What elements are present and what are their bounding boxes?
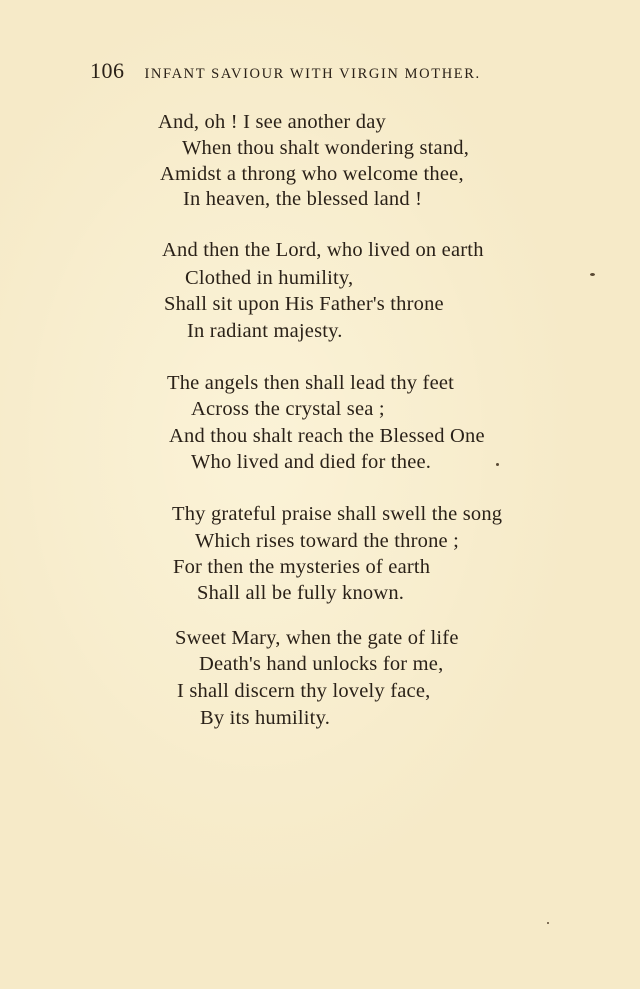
poem-line: Shall sit upon His Father's throne: [164, 293, 444, 315]
poem-line: I shall discern thy lovely face,: [177, 680, 431, 702]
print-speck: [547, 922, 549, 924]
poem-line: For then the mysteries of earth: [173, 556, 431, 578]
poem-line: And thou shalt reach the Blessed One: [169, 425, 485, 447]
poem-line: Shall all be fully known.: [197, 582, 405, 604]
poem-line: In heaven, the blessed land !: [183, 188, 423, 210]
poem-line: Amidst a throng who welcome thee,: [160, 163, 464, 185]
poem-line: Which rises toward the throne ;: [195, 530, 460, 552]
poem-line: Who lived and died for thee.: [191, 451, 432, 473]
poem-line: Thy grateful praise shall swell the song: [172, 503, 503, 525]
running-title: INFANT SAVIOUR WITH VIRGIN MOTHER.: [144, 66, 481, 82]
poem-line: Clothed in humility,: [185, 267, 354, 289]
poem-line: The angels then shall lead thy feet: [167, 372, 455, 394]
poem-line: In radiant majesty.: [187, 320, 343, 342]
poem-line: Death's hand unlocks for me,: [199, 653, 444, 675]
poem-line: Across the crystal sea ;: [191, 398, 385, 420]
poem-line: When thou shalt wondering stand,: [182, 137, 470, 159]
poem-line: And, oh ! I see another day: [158, 111, 386, 133]
poem-line: And then the Lord, who lived on earth: [162, 239, 484, 261]
poem-line: By its humility.: [200, 707, 331, 729]
page-number: 106: [90, 58, 125, 83]
print-speck: [496, 463, 499, 466]
poem-line: Sweet Mary, when the gate of life: [175, 627, 459, 649]
print-speck: [590, 273, 595, 276]
